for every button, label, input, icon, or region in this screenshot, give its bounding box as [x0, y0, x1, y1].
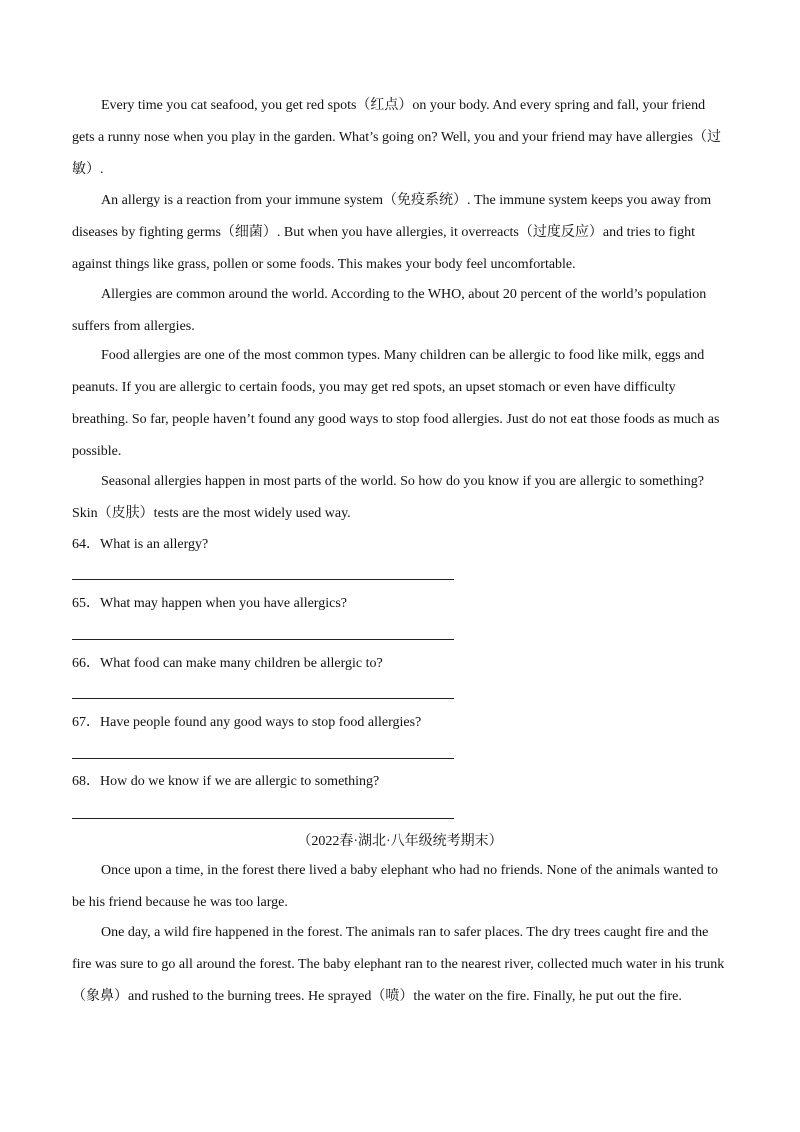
question-66: 66．What food can make many children be allergic to? — [72, 656, 383, 671]
passage1-paragraph-3: Allergies are common around the world. According to the WHO, about 20 percent of the world’s population suffers from allergies. — [72, 287, 707, 334]
question-68: 68．How do we know if we are allergic to something? — [72, 774, 380, 789]
passage1-paragraph-1: Every time you cat seafood, you get red spots（红点）on your body. And every spring and fall, your friend gets a runny nose when you play in the garden. What’s going on? Well, you and your friend may have allergies（过敏）. — [72, 98, 721, 177]
question-65: 65．What may happen when you have allergics? — [72, 596, 347, 611]
answer-line-66[interactable] — [72, 698, 454, 699]
passage2-source: （2022春·湖北·八年级统考期末） — [297, 834, 503, 849]
passage1-paragraph-2: An allergy is a reaction from your immune system（免疫系统）. The immune system keeps you away from diseases by fighting germs（细菌）. But when you have allergies, it overreacts（过度反应）and tries to fight against things like grass, pollen or some foods. This makes your body feel uncomfortable. — [72, 193, 712, 272]
passage2-paragraph-1: Once upon a time, in the forest there lived a baby elephant who had no friends. None of the animals wanted to be his friend because he was too large. — [72, 863, 718, 910]
passage1-paragraph-4: Food allergies are one of the most common types. Many children can be allergic to food like milk, eggs and peanuts. If you are allergic to certain foods, you may get red spots, an upset stomach or even have difficulty breathing. So far, people haven’t found any good ways to stop food allergies. Just do not eat those foods as much as possible. — [72, 348, 720, 459]
question-67: 67．Have people found any good ways to stop food allergies? — [72, 715, 422, 730]
answer-line-67[interactable] — [72, 758, 454, 759]
question-64: 64．What is an allergy? — [72, 537, 209, 552]
answer-line-68[interactable] — [72, 818, 454, 819]
answer-line-65[interactable] — [72, 639, 454, 640]
passage2-paragraph-2: One day, a wild fire happened in the forest. The animals ran to safer places. The dry trees caught fire and the fire was sure to go all around the forest. The baby elephant ran to the nearest river, collected much water in his trunk（象鼻）and rushed to the burning trees. He sprayed（喷）the water on the fire. Finally, he put out the fire. — [72, 925, 725, 1004]
passage1-paragraph-5: Seasonal allergies happen in most parts of the world. So how do you know if you are allergic to something? Skin（皮肤）tests are the most widely used way. — [72, 474, 704, 521]
answer-line-64[interactable] — [72, 579, 454, 580]
